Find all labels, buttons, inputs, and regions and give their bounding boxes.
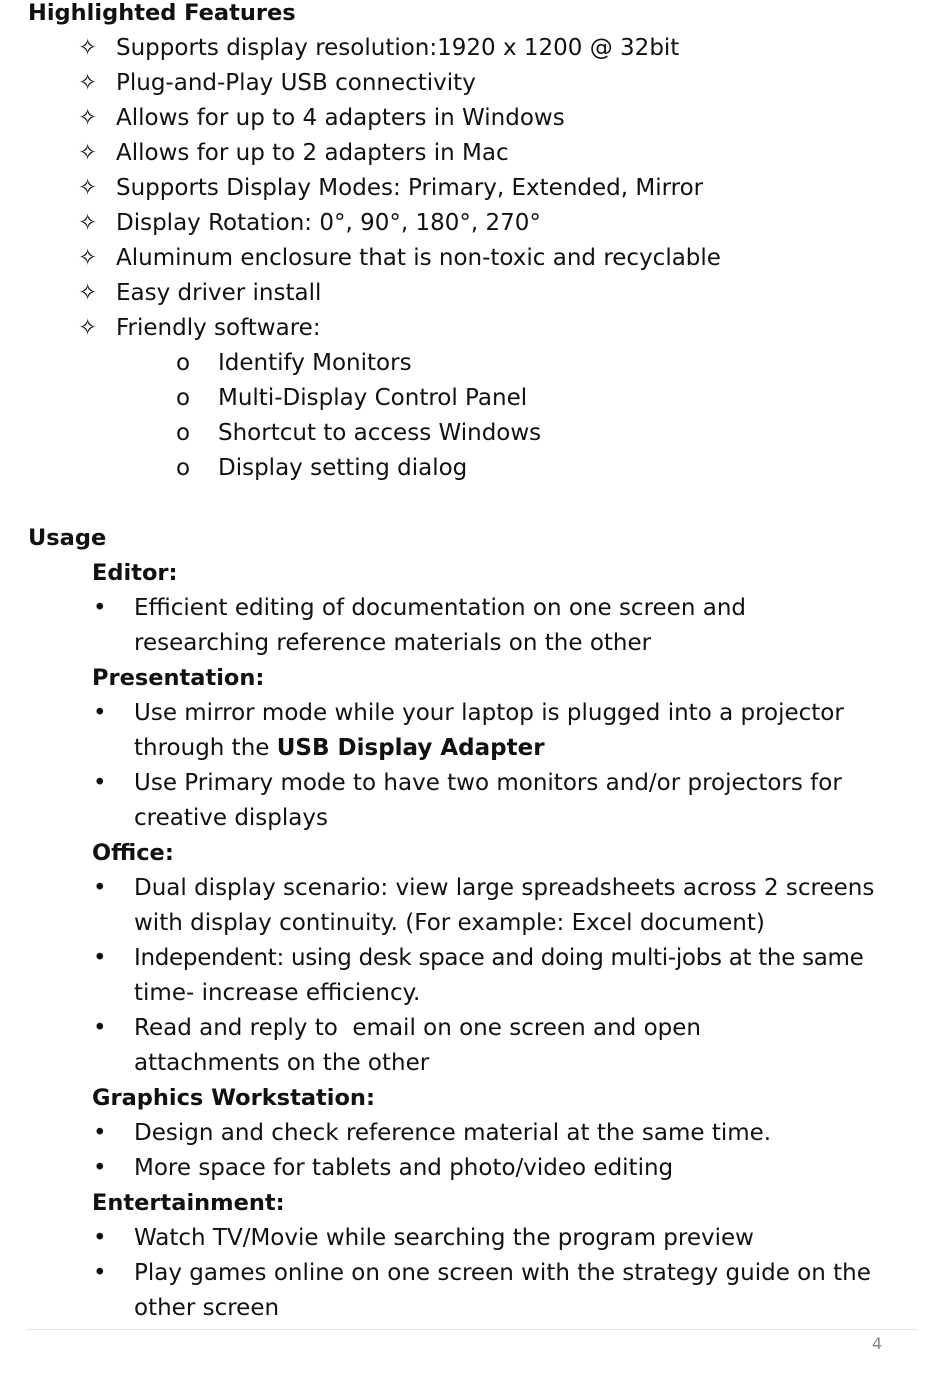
circle-bullet-icon: o	[176, 455, 191, 481]
four-point-star-icon: ✧	[78, 175, 98, 201]
product-name: USB Display Adapter	[276, 735, 545, 761]
four-point-star-icon: ✧	[78, 70, 98, 96]
bullet-icon: •	[93, 1120, 107, 1146]
circle-bullet-icon: o	[176, 385, 191, 411]
bullet-icon: •	[93, 1155, 107, 1181]
four-point-star-icon: ✧	[78, 245, 98, 271]
bullet-icon: •	[93, 875, 107, 901]
page-number: 4	[872, 1334, 883, 1353]
subheading-entertainment: Entertainment:	[92, 1190, 285, 1216]
four-point-star-icon: ✧	[78, 140, 98, 166]
four-point-star-icon: ✧	[78, 315, 98, 341]
bullet-icon: •	[93, 1015, 107, 1041]
four-point-star-icon: ✧	[78, 280, 98, 306]
subheading-graphics-workstation: Graphics Workstation:	[92, 1085, 375, 1111]
subheading-presentation: Presentation:	[92, 665, 265, 691]
bullet-icon: •	[93, 595, 107, 621]
bullet-icon: •	[93, 945, 107, 971]
four-point-star-icon: ✧	[78, 210, 98, 236]
four-point-star-icon: ✧	[78, 105, 98, 131]
subheading-office: Office:	[92, 840, 174, 866]
section-heading-usage: Usage	[28, 525, 107, 551]
section-heading-features: Highlighted Features	[28, 0, 296, 26]
bullet-icon: •	[93, 1260, 107, 1286]
bullet-icon: •	[93, 1225, 107, 1251]
subheading-editor: Editor:	[92, 560, 178, 586]
bullet-icon: •	[93, 700, 107, 726]
bullet-icon: •	[93, 770, 107, 796]
circle-bullet-icon: o	[176, 420, 191, 446]
footer-divider	[26, 1329, 918, 1330]
circle-bullet-icon: o	[176, 350, 191, 376]
four-point-star-icon: ✧	[78, 35, 98, 61]
